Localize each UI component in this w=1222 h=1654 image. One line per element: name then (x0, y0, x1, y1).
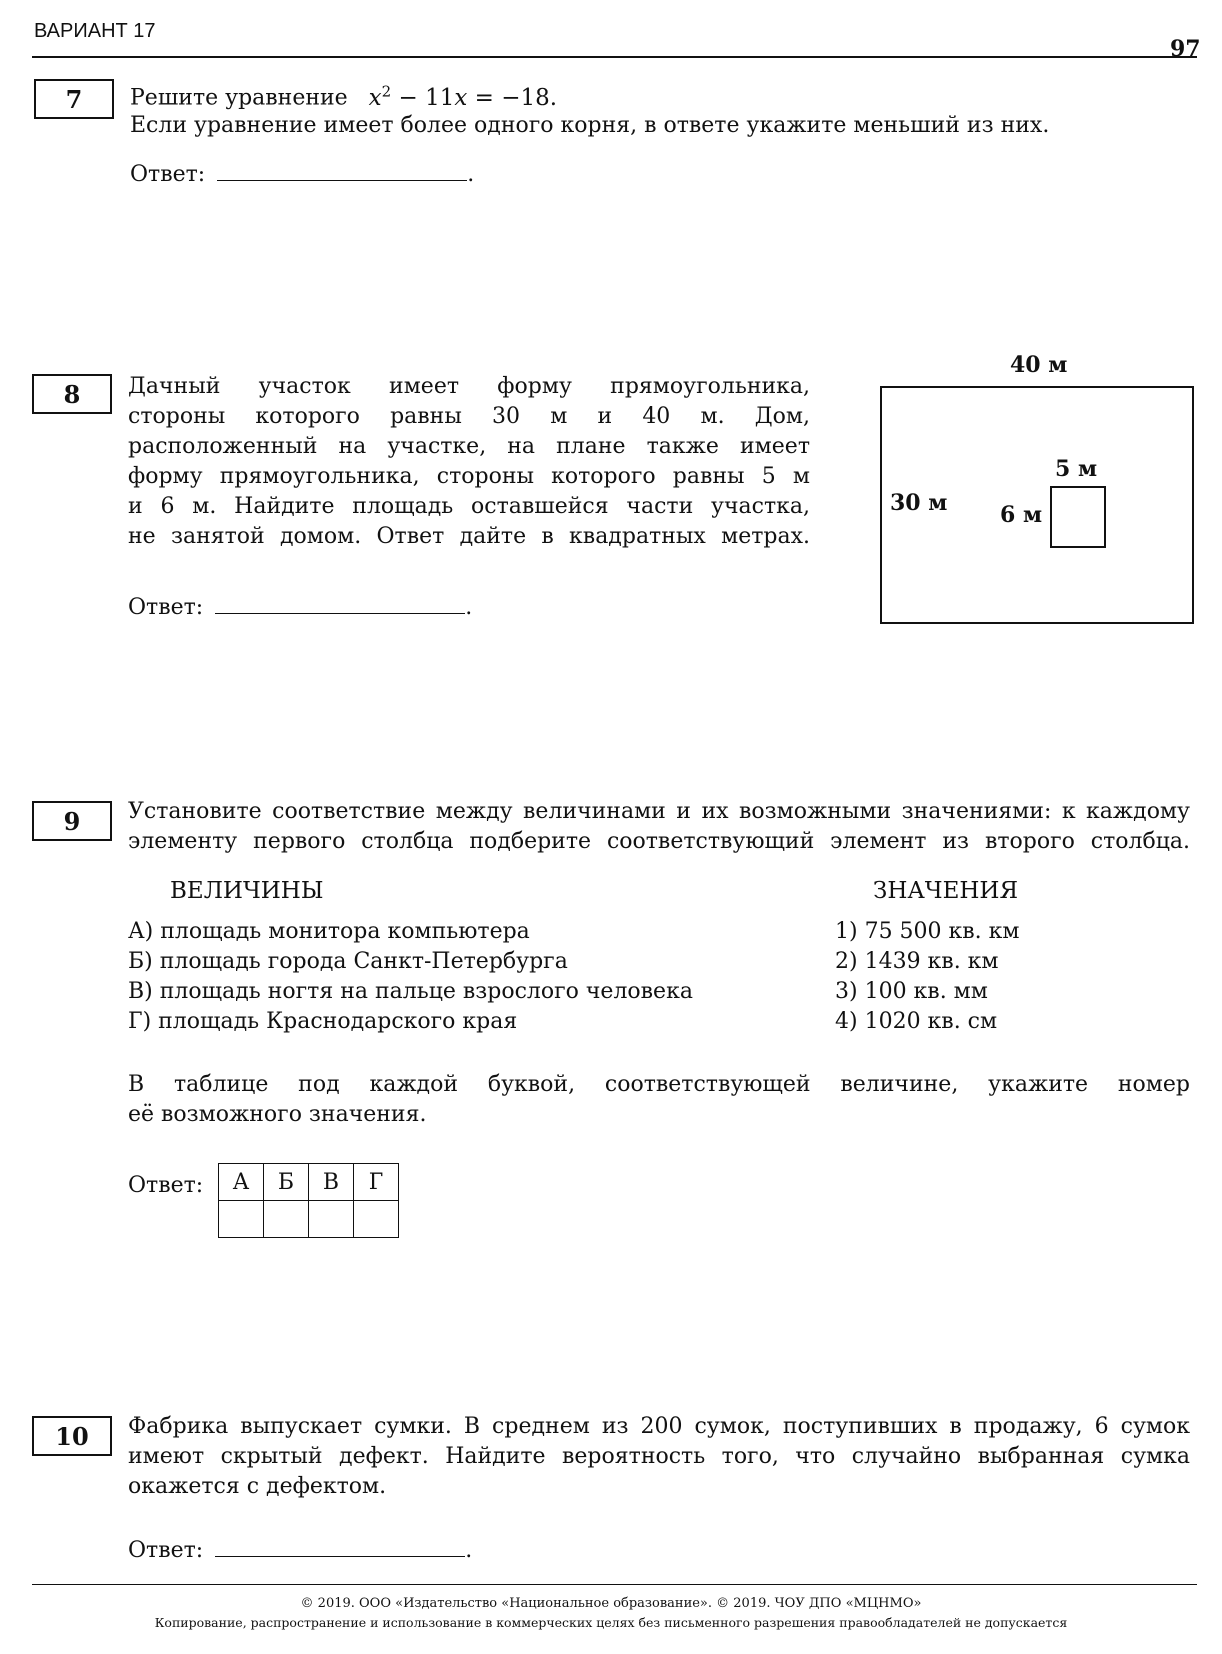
task-7-equation: $x^2 - 11x = -18$. (368, 82, 558, 111)
answer-label: Ответ: (128, 1538, 204, 1563)
value-item: 4) 1020 кв. см (835, 1009, 998, 1034)
plot-label-left: 30 м (890, 490, 948, 516)
task-7-statement (130, 76, 557, 114)
task-9-table-line: В таблице под каждой буквой, соответствующей величине, укажите номер (128, 1072, 1190, 1097)
task-7-prefix: Решите уравнение (130, 85, 348, 111)
task-8-line: не занятой домом. Ответ дайте в квадратных метрах. (128, 524, 810, 549)
task-8-number: 8 (32, 374, 112, 414)
value-item: 3) 100 кв. мм (835, 979, 988, 1004)
answer-cell-b[interactable] (264, 1201, 309, 1238)
answer-table-letter: Г (354, 1164, 399, 1201)
variant-title: ВАРИАНТ 17 (34, 20, 156, 42)
answer-line[interactable] (217, 160, 467, 181)
value-item: 2) 1439 кв. км (835, 949, 999, 974)
task-9-table-instructions (128, 1070, 1190, 1130)
task-9-intro-line: Установите соответствие между величинами и их возможными значениями: к каждому (128, 799, 1190, 824)
quantity-item: Б) площадь города Санкт-Петербурга (128, 949, 568, 974)
values-list (835, 917, 1020, 1037)
task-10-line: Фабрика выпускает сумки. В среднем из 200 сумок, поступивших в продажу, 6 сумок (128, 1414, 1190, 1439)
answer-line[interactable] (215, 1536, 465, 1557)
answer-label: Ответ: (130, 162, 206, 187)
answer-table-letter: В (309, 1164, 354, 1201)
answer-table-header-row (219, 1164, 399, 1201)
house-label-left: 6 м (1000, 502, 1043, 528)
task-8-answer[interactable]: Ответ: . (128, 595, 473, 620)
house-label-top: 5 м (1055, 456, 1098, 482)
task-9-intro (128, 797, 1190, 857)
footer-rule (32, 1584, 1197, 1585)
quantities-list (128, 917, 693, 1037)
task-9-intro-line: элементу первого столбца подберите соответствующий элемент из второго столбца. (128, 829, 1190, 854)
plot-figure (870, 350, 1200, 630)
values-header: ЗНАЧЕНИЯ (873, 878, 1019, 904)
task-8-line: форму прямоугольника, стороны которого равны 5 м (128, 464, 810, 489)
answer-cell-g[interactable] (354, 1201, 399, 1238)
page-number: 97 (1170, 36, 1201, 62)
quantities-header: ВЕЛИЧИНЫ (170, 878, 324, 904)
task-7-line2: Если уравнение имеет более одного корня, в ответе укажите меньший из них. (130, 113, 1050, 138)
task-8-statement (128, 372, 810, 552)
task-8-line: расположенный на участке, на плане также имеет (128, 434, 810, 459)
task-9-table-line: её возможного значения. (128, 1102, 427, 1127)
footer-notice: Копирование, распространение и использование в коммерческих целях без письменного разрешения правообладателей не допускается (154, 1615, 1068, 1630)
quantity-item: Г) площадь Краснодарского края (128, 1009, 518, 1034)
task-8-line: Дачный участок имеет форму прямоугольника, (128, 374, 810, 399)
footer-copyright: © 2019. ООО «Издательство «Национальное образование». © 2019. ЧОУ ДПО «МЦНМО» (300, 1596, 922, 1611)
task-7-answer[interactable]: Ответ: . (130, 162, 475, 187)
answer-line[interactable] (215, 593, 465, 614)
answer-label: Ответ: (128, 595, 204, 620)
task-9-answer-table (218, 1163, 399, 1238)
answer-table-input-row (219, 1201, 399, 1238)
task-10-line: имеют скрытый дефект. Найдите вероятность того, что случайно выбранная сумка (128, 1444, 1190, 1469)
answer-cell-v[interactable] (309, 1201, 354, 1238)
answer-table-letter: Б (264, 1164, 309, 1201)
task-9-answer-label: Ответ: (128, 1173, 204, 1198)
answer-cell-a[interactable] (219, 1201, 264, 1238)
plot-label-top: 40 м (1010, 352, 1068, 378)
header-rule (32, 56, 1197, 58)
answer-table-letter: А (219, 1164, 264, 1201)
task-9-number: 9 (32, 801, 112, 841)
task-10-line: окажется с дефектом. (128, 1474, 387, 1499)
quantity-item: В) площадь ногтя на пальце взрослого человека (128, 979, 693, 1004)
task-10-statement (128, 1412, 1190, 1502)
task-10-number: 10 (32, 1416, 112, 1456)
task-8-line: стороны которого равны 30 м и 40 м. Дом, (128, 404, 810, 429)
quantity-item: А) площадь монитора компьютера (128, 919, 530, 944)
value-item: 1) 75 500 кв. км (835, 919, 1020, 944)
house-rectangle (1050, 486, 1106, 548)
task-8-line: и 6 м. Найдите площадь оставшейся части участка, (128, 494, 810, 519)
task-7-number: 7 (34, 79, 114, 119)
task-10-answer[interactable]: Ответ: . (128, 1538, 473, 1563)
